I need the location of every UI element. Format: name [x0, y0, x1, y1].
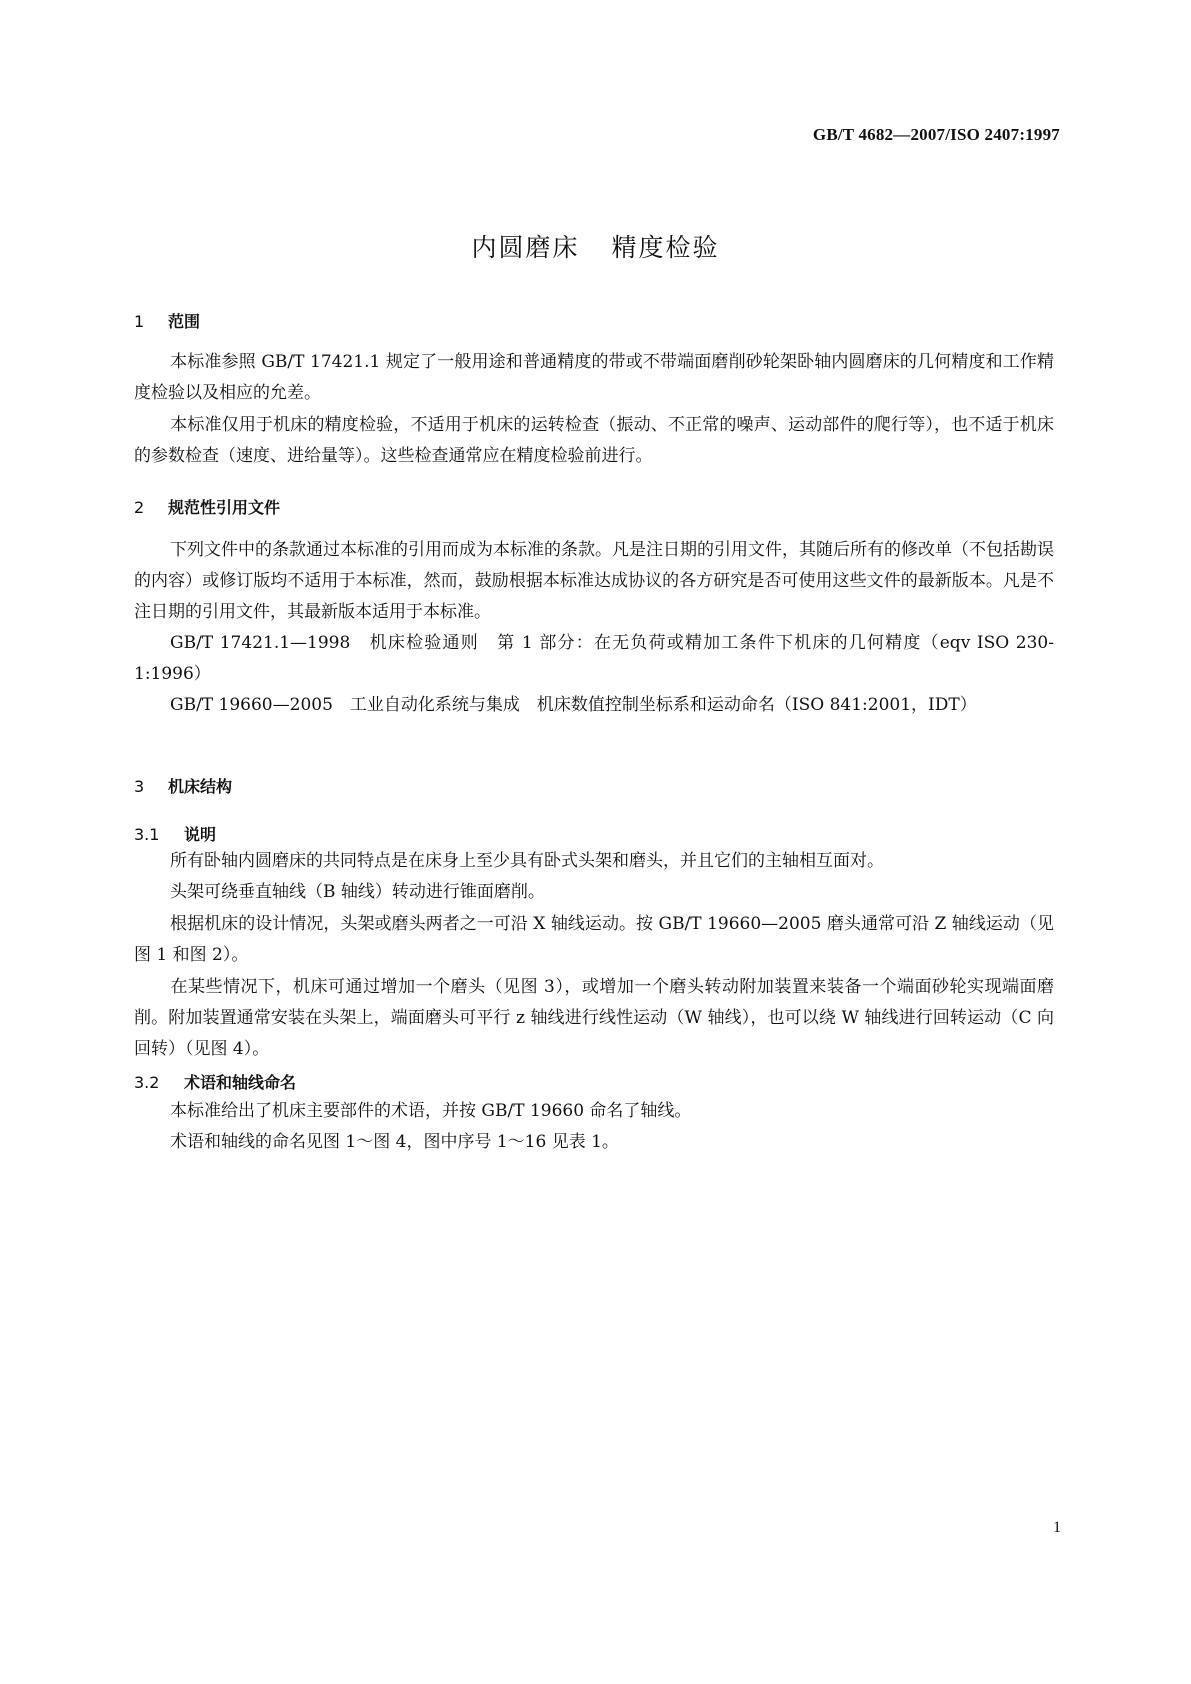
section-3-heading — [134, 774, 232, 797]
subsection-3-2-paragraph-1: 本标准给出了机床主要部件的术语，并按 GB/T 19660 命名了轴线。 — [170, 1101, 692, 1121]
subsection-3-1-paragraph-3: 根据机床的设计情况，头架或磨头两者之一可沿 X 轴线运动。按 GB/T 19660—2005 磨头通常可沿 Z 轴线运动（见图 1 和图 2）。 — [134, 914, 1054, 965]
subsection-3-1-paragraph-1: 所有卧轴内圆磨床的共同特点是在床身上至少具有卧式头架和磨头，并且它们的主轴相互面对。 — [170, 851, 884, 871]
subsection-number: 3.2 — [134, 1073, 160, 1092]
section-1-paragraph-1: 本标准参照 GB/T 17421.1 规定了一般用途和普通精度的带或不带端面磨削砂轮架卧轴内圆磨床的几何精度和工作精度检验以及相应的允差。 — [134, 352, 1054, 403]
subsection-title: 说明 — [184, 825, 217, 844]
section-title: 机床结构 — [168, 777, 233, 796]
section-2-heading — [134, 495, 280, 518]
section-2-paragraph-1: 下列文件中的条款通过本标准的引用而成为本标准的条款。凡是注日期的引用文件，其随后所有的修改单（不包括勘误的内容）或修订版均不适用于本标准，然而，鼓励根据本标准达成协议的各方研究是否可使用这些文件的最新版本。凡是不注日期的引用文件，其最新版本适用于本标准。 — [134, 540, 1054, 622]
section-1-paragraph-2: 本标准仅用于机床的精度检验，不适用于机床的运转检查（振动、不正常的噪声、运动部件的爬行等），也不适于机床的参数检查（速度、进给量等）。这些检查通常应在精度检验前进行。 — [134, 415, 1054, 466]
section-title: 范围 — [168, 312, 201, 331]
title-part-2: 精度检验 — [611, 233, 720, 262]
subsection-3-1-paragraph-2: 头架可绕垂直轴线（B 轴线）转动进行锥面磨削。 — [170, 882, 545, 902]
section-2-reference-2: GB/T 19660—2005 工业自动化系统与集成 机床数值控制坐标系和运动命名（ISO 841:2001，IDT） — [170, 695, 977, 715]
subsection-3-2-heading — [134, 1070, 296, 1093]
section-2-reference-1: GB/T 17421.1—1998 机床检验通则 第 1 部分：在无负荷或精加工条件下机床的几何精度（eqv ISO 230-1:1996） — [134, 633, 1054, 684]
section-number: 3 — [134, 777, 145, 796]
section-number: 2 — [134, 498, 145, 517]
section-title: 规范性引用文件 — [168, 498, 281, 517]
document-title — [0, 228, 1191, 264]
subsection-3-1-paragraph-4: 在某些情况下，机床可通过增加一个磨头（见图 3），或增加一个磨头转动附加装置来装备一个端面砂轮实现端面磨削。附加装置通常安装在头架上，端面磨头可平行 z 轴线进行线性运动（W 轴线），也可以绕 W 轴线进行回转运动（C 向回转）（见图 4）。 — [134, 977, 1054, 1059]
subsection-3-2-paragraph-2: 术语和轴线的命名见图 1～图 4，图中序号 1～16 见表 1。 — [170, 1132, 619, 1152]
section-number: 1 — [134, 312, 145, 331]
subsection-title: 术语和轴线命名 — [184, 1073, 297, 1092]
subsection-number: 3.1 — [134, 825, 160, 844]
standard-code: GB/T 4682—2007/ISO 2407:1997 — [812, 125, 1060, 144]
title-part-1: 内圆磨床 — [471, 233, 580, 262]
subsection-3-1-heading — [134, 822, 216, 845]
page-number: 1 — [1053, 1519, 1061, 1536]
section-1-heading — [134, 309, 200, 332]
